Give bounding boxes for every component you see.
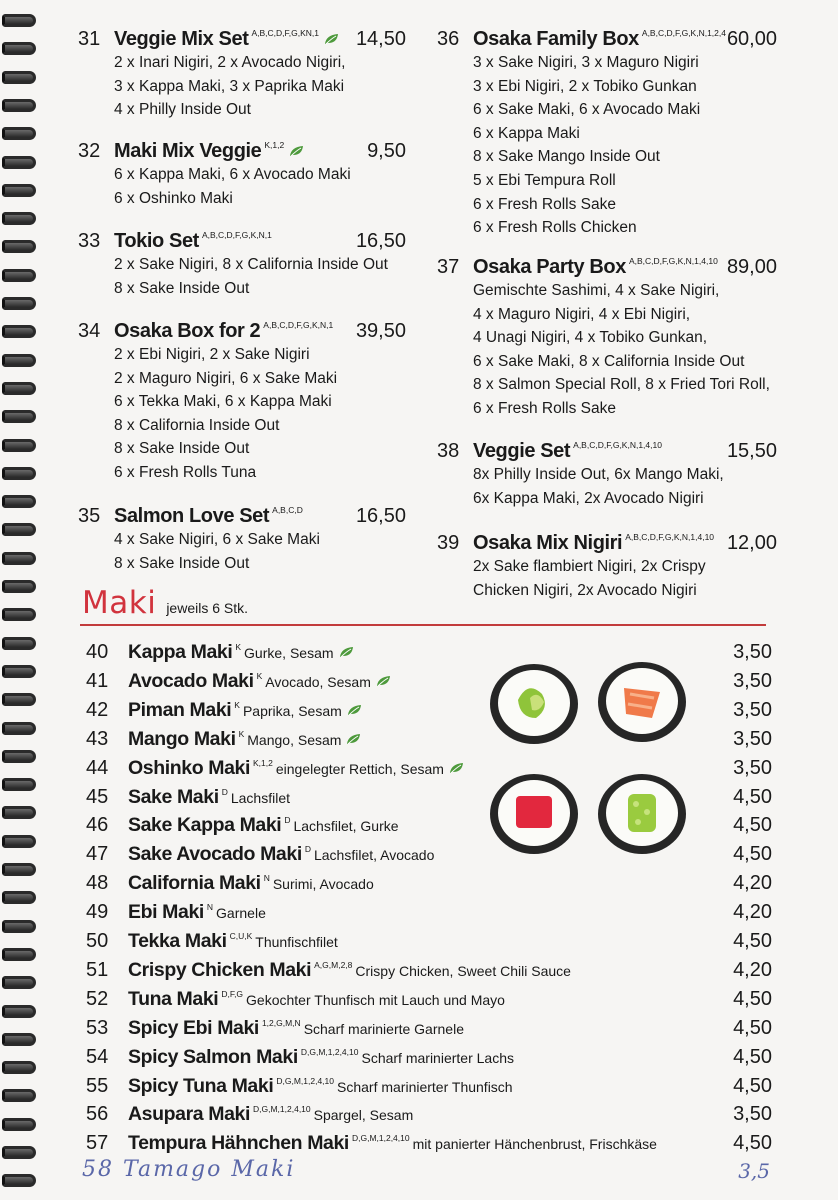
spiral-ring [2, 580, 36, 593]
allergen-codes: D [304, 844, 311, 855]
item-name: Crispy Chicken Maki [128, 958, 312, 981]
description-line: 8 x California Inside Out [114, 416, 280, 434]
item-name: Tekka Maki [128, 930, 227, 952]
spiral-ring [2, 778, 36, 791]
spiral-ring [2, 523, 36, 536]
item-name: Osaka Family Box [473, 28, 639, 50]
item-description: Scharf marinierter Lachs [361, 1049, 514, 1066]
item-name: Spicy Ebi Maki [128, 1016, 259, 1039]
item-price: 4,50 [733, 1132, 772, 1155]
item-number: 46 [86, 814, 109, 837]
item-number: 36 [437, 28, 460, 50]
menu-set-item [437, 256, 777, 421]
item-description [473, 555, 777, 602]
item-name: Sake Avocado Maki [128, 843, 302, 866]
item-name: Sake Maki [128, 785, 219, 808]
description-line: 6 x Sake Maki, 6 x Avocado Maki [473, 101, 701, 119]
menu-set-item [437, 440, 777, 510]
spiral-ring [2, 1089, 36, 1102]
spiral-ring [2, 127, 36, 140]
description-line: 8 x Sake Inside Out [114, 554, 250, 572]
spiral-ring [2, 354, 36, 367]
spiral-ring [2, 212, 36, 225]
spiral-ring [2, 184, 36, 197]
spiral-ring [2, 1033, 36, 1046]
item-description: Lachsfilet [230, 789, 291, 806]
item-name: Oshinko Maki [128, 756, 250, 779]
spiral-ring [2, 693, 36, 706]
item-number: 32 [78, 140, 101, 162]
handwritten-price: 3,5 [738, 1159, 770, 1183]
description-line: 6 x Fresh Rolls Sake [473, 195, 616, 213]
maki-menu-item [86, 1046, 772, 1074]
allergen-codes: K [235, 642, 242, 652]
item-number: 48 [86, 872, 109, 895]
allergen-codes: C,U,K [229, 931, 253, 941]
spiral-ring [2, 1174, 36, 1187]
vegetarian-leaf-icon [339, 646, 355, 658]
allergen-codes: D,G,M,1,2,4,10 [351, 1133, 410, 1144]
spiral-ring [2, 1061, 36, 1074]
item-price: 14,50 [355, 28, 406, 50]
item-description: Lachsfilet, Avocado [313, 847, 435, 864]
spiral-ring [2, 439, 36, 452]
item-price: 4,20 [733, 872, 772, 895]
item-name: Spicy Tuna Maki [128, 1074, 274, 1097]
item-description: Scharf marinierter Thunfisch [337, 1078, 513, 1095]
description-line: 6 x Fresh Rolls Tuna [114, 463, 257, 481]
spiral-ring [2, 382, 36, 395]
spiral-ring [2, 665, 36, 678]
allergen-codes: D,G,M,1,2,4,10 [276, 1075, 334, 1086]
maki-photo [484, 654, 694, 866]
spiral-ring [2, 976, 36, 989]
maki-roll-kappa [598, 774, 686, 854]
description-line: Chicken Nigiri, 2x Avocado Nigiri [473, 581, 697, 599]
item-name: Tokio Set [114, 230, 199, 252]
item-number: 38 [437, 440, 460, 462]
item-description: Mango, Sesam [247, 731, 342, 748]
item-description: eingelegter Rettich, Sesam [275, 760, 444, 777]
item-price: 4,50 [733, 1045, 772, 1068]
item-number: 49 [86, 901, 109, 924]
item-price: 4,20 [733, 901, 772, 924]
menu-set-item [78, 28, 406, 122]
item-number: 31 [78, 28, 101, 50]
vegetarian-leaf-icon [324, 33, 340, 45]
description-line: 4 x Sake Nigiri, 6 x Sake Maki [114, 531, 320, 548]
item-price: 4,50 [733, 930, 772, 952]
spiral-ring [2, 467, 36, 480]
description-line: 6 x Sake Maki, 8 x California Inside Out [473, 352, 745, 370]
spiral-ring [2, 637, 36, 650]
item-number: 55 [86, 1074, 109, 1097]
menu-set-item [78, 230, 406, 300]
vegetarian-leaf-icon [449, 762, 465, 774]
allergen-codes: A,B,C,D,F,G,K,N,1,4,10 [573, 440, 662, 450]
allergen-codes: 1,2,G,M,N [261, 1017, 301, 1028]
item-name: Avocado Maki [128, 669, 254, 692]
item-number: 37 [437, 256, 460, 278]
allergen-codes: K [256, 670, 263, 681]
item-name: Salmon Love Set [114, 505, 270, 527]
allergen-codes: K [238, 728, 245, 739]
item-name: Osaka Party Box [473, 256, 626, 278]
description-line: 8 x Salmon Special Roll, 8 x Fried Tori Roll, [473, 376, 770, 394]
item-price: 60,00 [726, 28, 777, 50]
item-price: 9,50 [367, 140, 406, 162]
item-description: Gekochter Thunfisch mit Lauch und Mayo [246, 991, 505, 1008]
allergen-codes: D,G,M,1,2,4,10 [253, 1104, 311, 1115]
maki-roll-avocado [490, 664, 578, 744]
item-price: 15,50 [726, 440, 777, 462]
spiral-ring [2, 920, 36, 933]
item-description: Scharf marinierte Garnele [303, 1020, 464, 1037]
maki-menu-item [86, 988, 772, 1016]
item-price: 3,50 [733, 1103, 772, 1126]
item-description [114, 163, 406, 210]
maki-menu-item [86, 901, 772, 929]
allergen-codes: K,1,2 [264, 140, 285, 150]
item-description [473, 51, 777, 240]
allergen-codes: D [284, 815, 291, 826]
item-price: 4,50 [733, 1016, 772, 1039]
allergen-codes: D,G,M,1,2,4,10 [300, 1046, 359, 1057]
item-description: Paprika, Sesam [242, 702, 342, 719]
description-line: 2 x Ebi Nigiri, 2 x Sake Nigiri [114, 346, 310, 363]
menu-set-item [78, 505, 406, 575]
item-name: Maki Mix Veggie [114, 140, 262, 162]
vegetarian-leaf-icon [289, 145, 305, 157]
item-price: 3,50 [733, 641, 772, 663]
item-name: Sake Kappa Maki [128, 814, 282, 837]
handwritten-addition [82, 1155, 772, 1189]
item-name: California Maki [128, 872, 261, 895]
item-name: Osaka Box for 2 [114, 320, 261, 342]
spiral-ring [2, 71, 36, 84]
spiral-ring [2, 325, 36, 338]
allergen-codes: A,G,M,2,8 [314, 959, 353, 970]
spiral-ring [2, 806, 36, 819]
spiral-ring [2, 608, 36, 621]
item-description [114, 51, 406, 122]
item-description: Avocado, Sesam [265, 673, 371, 690]
description-line: 4 x Maguro Nigiri, 4 x Ebi Nigiri, [473, 305, 691, 323]
item-price: 4,50 [733, 814, 772, 837]
spiral-ring [2, 14, 36, 27]
item-price: 4,50 [733, 843, 772, 866]
maki-menu-item [86, 930, 772, 958]
item-description: mit panierter Hänchenbrust, Frischkäse [412, 1136, 657, 1153]
spiral-ring [2, 835, 36, 848]
allergen-codes: A,B,C,D,F,G,K,N,1,4,10 [628, 256, 718, 266]
item-description [473, 463, 777, 510]
item-description: Lachsfilet, Gurke [293, 818, 399, 835]
allergen-codes: N [263, 873, 270, 884]
item-name: Veggie Mix Set [114, 28, 249, 50]
item-number: 54 [86, 1045, 109, 1068]
item-price: 12,00 [726, 532, 777, 554]
item-description [114, 528, 406, 575]
description-line: 8x Philly Inside Out, 6x Mango Maki, [473, 466, 724, 483]
item-description [114, 343, 406, 485]
allergen-codes: A,B,C,D,F,G,K,N,1 [263, 320, 334, 330]
description-line: 6x Kappa Maki, 2x Avocado Nigiri [473, 489, 704, 507]
item-price: 3,50 [733, 727, 772, 750]
item-number: 52 [86, 987, 109, 1010]
item-name: Osaka Mix Nigiri [473, 532, 623, 554]
item-number: 34 [78, 320, 101, 342]
description-line: 6 x Kappa Maki [473, 124, 580, 142]
item-name: Piman Maki [128, 698, 232, 721]
item-description: Gurke, Sesam [244, 645, 334, 661]
allergen-codes: A,B,C,D,F,G,K,N,1,4,10 [625, 532, 715, 542]
spiral-ring [2, 891, 36, 904]
description-line: 4 Unagi Nigiri, 4 x Tobiko Gunkan, [473, 329, 708, 347]
allergen-codes: A,B,C,D,F,G,KN,1 [251, 28, 319, 38]
item-price: 4,20 [733, 958, 772, 981]
item-number: 43 [86, 727, 109, 750]
description-line: Gemischte Sashimi, 4 x Sake Nigiri, [473, 282, 720, 299]
item-number: 41 [86, 669, 109, 692]
item-description: Crispy Chicken, Sweet Chili Sauce [355, 962, 571, 979]
description-line: 2 x Maguro Nigiri, 6 x Sake Maki [114, 369, 338, 387]
spiral-ring [2, 156, 36, 169]
item-number: 39 [437, 532, 460, 554]
spiral-ring [2, 722, 36, 735]
item-number: 33 [78, 230, 101, 252]
spiral-ring [2, 948, 36, 961]
menu-set-item [437, 532, 777, 602]
item-name: Mango Maki [128, 727, 236, 750]
item-price: 4,50 [733, 1074, 772, 1097]
item-description: Garnele [216, 905, 266, 922]
spiral-ring [2, 297, 36, 310]
maki-menu-item [86, 872, 772, 900]
item-description: Thunfischfilet [255, 934, 338, 950]
item-number: 42 [86, 698, 109, 721]
item-number: 44 [86, 756, 109, 779]
item-number: 47 [86, 843, 109, 866]
item-name: Spicy Salmon Maki [128, 1045, 298, 1068]
item-price: 16,50 [355, 230, 406, 252]
item-price: 39,50 [355, 320, 406, 342]
item-price: 4,50 [733, 987, 772, 1010]
item-price: 89,00 [726, 256, 777, 278]
maki-section-heading [82, 585, 248, 621]
allergen-codes: D [221, 786, 228, 797]
section-divider [80, 624, 766, 626]
allergen-codes: K,1,2 [252, 757, 273, 768]
maki-section-subtitle: jeweils 6 Stk. [166, 600, 249, 616]
item-price: 3,50 [733, 756, 772, 779]
allergen-codes: A,B,C,D [272, 505, 303, 515]
description-line: 6 x Tekka Maki, 6 x Kappa Maki [114, 393, 332, 411]
description-line: 3 x Kappa Maki, 3 x Paprika Maki [114, 77, 345, 95]
item-description [473, 279, 777, 421]
maki-menu-item [86, 1017, 772, 1045]
allergen-codes: D,F,G [221, 988, 244, 999]
menu-set-item [78, 140, 406, 210]
handwritten-item: 58 Tamago Maki [82, 1157, 296, 1182]
maki-roll-tuna [490, 774, 578, 854]
vegetarian-leaf-icon [347, 704, 363, 716]
description-line: 6 x Kappa Maki, 6 x Avocado Maki [114, 166, 351, 183]
maki-roll-salmon [598, 662, 686, 742]
item-number: 50 [86, 930, 109, 952]
spiral-ring [2, 552, 36, 565]
item-name: Veggie Set [473, 440, 571, 462]
spiral-ring [2, 1005, 36, 1018]
item-description: Surimi, Avocado [272, 876, 374, 893]
spiral-ring [2, 750, 36, 763]
spiral-ring [2, 863, 36, 876]
spiral-ring [2, 42, 36, 55]
spiral-ring [2, 410, 36, 423]
item-price: 4,50 [733, 785, 772, 808]
spiral-ring [2, 99, 36, 112]
allergen-codes: A,B,C,D,F,G,K,N,1,2,4 [641, 28, 726, 38]
item-number: 53 [86, 1016, 109, 1039]
spiral-ring [2, 240, 36, 253]
item-name: Tuna Maki [128, 987, 219, 1010]
vegetarian-leaf-icon [346, 733, 362, 745]
description-line: 8 x Sake Inside Out [114, 279, 250, 297]
item-name: Tempura Hähnchen Maki [128, 1132, 349, 1155]
item-number: 56 [86, 1103, 109, 1126]
description-line: 8 x Sake Mango Inside Out [473, 148, 660, 166]
item-description [114, 253, 406, 300]
allergen-codes: A,B,C,D,F,G,K,N,1 [201, 230, 272, 240]
description-line: 6 x Oshinko Maki [114, 189, 233, 207]
item-number: 40 [86, 641, 109, 663]
item-name: Ebi Maki [128, 901, 204, 924]
description-line: 2x Sake flambiert Nigiri, 2x Crispy [473, 558, 706, 575]
item-number: 51 [86, 958, 109, 981]
item-price: 3,50 [733, 698, 772, 721]
maki-menu-item [86, 1103, 772, 1131]
description-line: 2 x Sake Nigiri, 8 x California Inside Out [114, 256, 388, 273]
spiral-ring [2, 1146, 36, 1159]
spiral-ring [2, 495, 36, 508]
description-line: 5 x Ebi Tempura Roll [473, 171, 616, 189]
item-price: 3,50 [733, 669, 772, 692]
description-line: 3 x Ebi Nigiri, 2 x Tobiko Gunkan [473, 77, 697, 95]
item-name: Kappa Maki [128, 641, 233, 663]
description-line: 4 x Philly Inside Out [114, 101, 251, 119]
menu-set-item [437, 28, 777, 240]
allergen-codes: K [234, 699, 240, 710]
maki-menu-item [86, 1075, 772, 1103]
maki-menu-item [86, 959, 772, 987]
vegetarian-leaf-icon [376, 675, 392, 687]
description-line: 8 x Sake Inside Out [114, 440, 250, 458]
maki-section-title: Maki [82, 585, 157, 621]
item-price: 16,50 [355, 505, 406, 527]
description-line: 2 x Inari Nigiri, 2 x Avocado Nigiri, [114, 54, 346, 71]
menu-set-item [78, 320, 406, 485]
item-description: Spargel, Sesam [313, 1107, 414, 1124]
allergen-codes: N [206, 902, 214, 913]
item-number: 35 [78, 505, 101, 527]
description-line: 6 x Fresh Rolls Sake [473, 399, 616, 417]
description-line: 6 x Fresh Rolls Chicken [473, 219, 637, 237]
spiral-ring [2, 269, 36, 282]
item-number: 57 [86, 1132, 109, 1155]
description-line: 3 x Sake Nigiri, 3 x Maguro Nigiri [473, 54, 699, 71]
spiral-ring [2, 1118, 36, 1131]
spiral-binding [0, 0, 46, 1200]
item-number: 45 [86, 785, 109, 808]
item-name: Asupara Maki [128, 1103, 250, 1126]
